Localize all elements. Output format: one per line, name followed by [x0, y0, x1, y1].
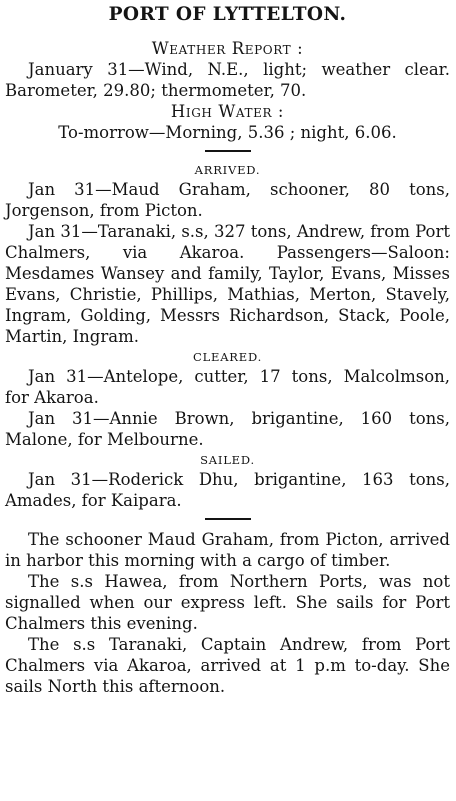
arrival-entry: Jan 31—Maud Graham, schooner, 80 tons, Jorgenson, from Picton. [5, 180, 450, 220]
arrived-heading: ARRIVED. [194, 163, 261, 177]
shipping-note: The s.s Hawea, from Northern Ports, was not signalled when our express left. She sails for Port Chalmers this evening. [5, 572, 450, 633]
cleared-heading: CLEARED. [192, 350, 263, 364]
shipping-note: The schooner Maud Graham, from Picton, arrived in harbor this morning with a cargo of timber. [5, 530, 450, 570]
clearance-entry: Jan 31—Annie Brown, brigantine, 160 tons, Malone, for Melbourne. [5, 409, 450, 449]
weather-report-text: January 31—Wind, N.E., light; weather clear. Barometer, 29.80; thermometer, 70. [5, 60, 450, 100]
shipping-note: The s.s Taranaki, Captain Andrew, from Port Chalmers via Akaroa, arrived at 1 p.m to-day. She sails North this afternoon. [5, 635, 450, 696]
arrival-entry: Jan 31—Taranaki, s.s, 327 tons, Andrew, from Port Chalmers, via Akaroa. Passengers—Saloon: Mesdames Wansey and family, Taylor, Evans, Misses Evans, Christie, Phillips, Mathias, Merton, Stavely, Ingram, Golding, Messrs Richardson, Stack, Poole, Martin, Ingram. [5, 222, 451, 346]
sailing-entry: Jan 31—Roderick Dhu, brigantine, 163 tons, Amades, for Kaipara. [5, 470, 450, 510]
sailed-heading: SAILED. [200, 453, 255, 467]
page-title: PORT OF LYTTELTON. [108, 4, 347, 25]
weather-report-heading: Weather Report : [151, 39, 304, 58]
section-divider [205, 518, 251, 520]
section-divider [205, 150, 251, 152]
clearance-entry: Jan 31—Antelope, cutter, 17 tons, Malcolmson, for Akaroa. [5, 367, 450, 407]
high-water-heading: High Water : [170, 102, 285, 121]
high-water-text: To-morrow—Morning, 5.36 ; night, 6.06. [58, 123, 397, 142]
